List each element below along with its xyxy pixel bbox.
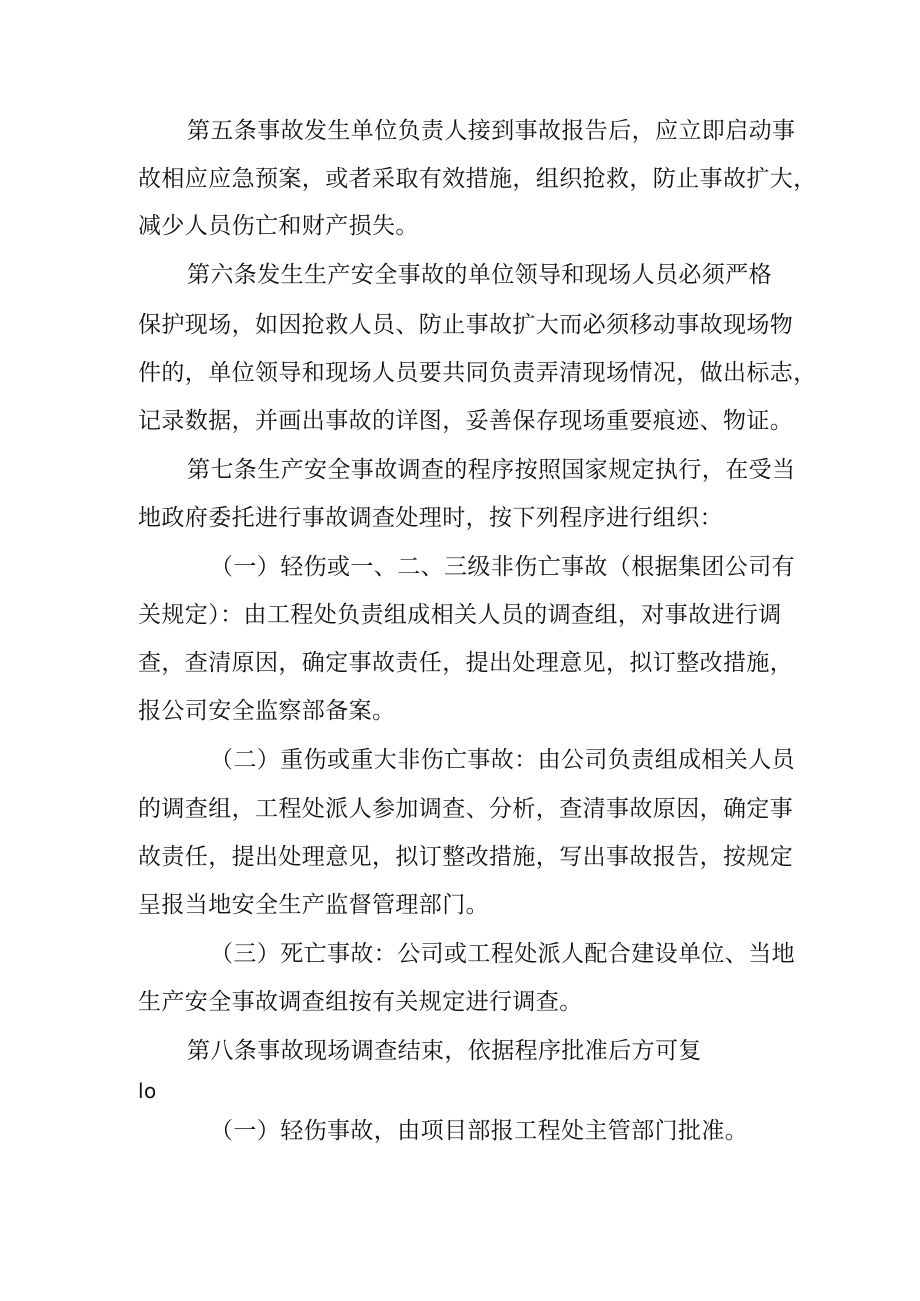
text-line: 生产安全事故调查组按有关规定进行调查。: [138, 989, 583, 1015]
text-line: 故相应应急预案，或者采取有效措施，组织抢救，防止事故扩大，: [138, 166, 817, 192]
text-line: 保护现场，如因抢救人员、防止事故扩大而必须移动事故现场物: [138, 312, 794, 338]
text-line: 减少人员伤亡和财产损失。: [138, 213, 419, 239]
text-line: （二）重伤或重大非伤亡事故：由公司负责组成相关人员: [210, 747, 795, 773]
text-line: lo: [138, 1079, 157, 1103]
text-line: 的调查组，工程处派人参加调查、分析，查清事故原因，确定事: [138, 796, 794, 822]
text-line: 记录数据，并画出事故的详图，妥善保存现场重要痕迹、物证。: [138, 408, 794, 434]
text-line: （一）轻伤事故，由项目部报工程处主管部门批准。: [210, 1118, 749, 1144]
text-line: 第八条事故现场调查结束，依据程序批准后方可复: [187, 1038, 702, 1064]
text-line: 第五条事故发生单位负责人接到事故报告后，应立即启动事: [187, 118, 796, 144]
text-line: 呈报当地安全生产监督管理部门。: [138, 892, 489, 918]
text-line: 第七条生产安全事故调查的程序按照国家规定执行，在受当: [187, 457, 796, 483]
text-line: 查，查清原因，确定事故责任，提出处理意见，拟订整改措施，: [138, 650, 794, 676]
text-line: （三）死亡事故：公司或工程处派人配合建设单位、当地: [210, 941, 795, 967]
text-line: 故责任，提出处理意见，拟订整改措施，写出事故报告，按规定: [138, 844, 794, 870]
text-line: 报公司安全监察部备案。: [138, 698, 396, 724]
text-line: 第六条发生生产安全事故的单位领导和现场人员必须严格: [187, 262, 772, 288]
text-line: （一）轻伤或一、二、三级非伤亡事故（根据集团公司有: [210, 554, 795, 580]
text-line: 件的，单位领导和现场人员要共同负责弄清现场情况，做出标志，: [138, 360, 817, 386]
text-line: 关规定）：由工程处负责组成相关人员的调查组，对事故进行调: [138, 602, 782, 628]
text-line: 地政府委托进行事故调查处理时，按下列程序进行组织：: [138, 505, 723, 531]
